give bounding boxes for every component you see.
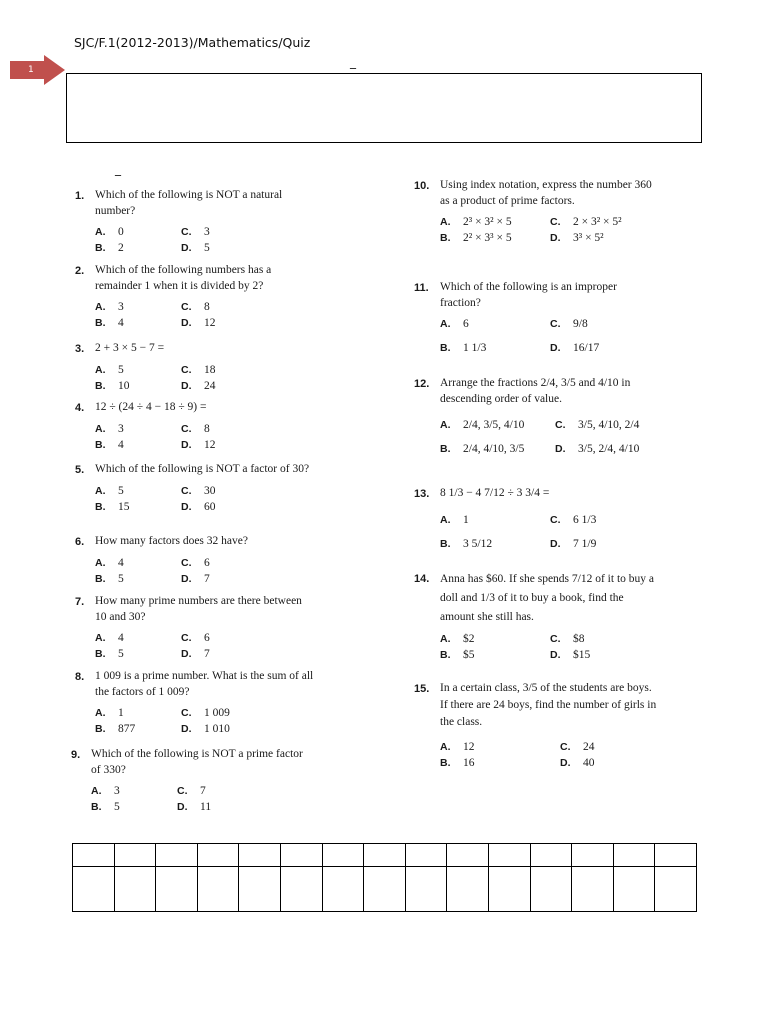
grid-answer-row [73, 867, 697, 912]
option-d: D. 16/17 [550, 342, 600, 354]
option-b: B. 15 [95, 501, 130, 513]
grid-number-row [73, 844, 697, 867]
grid-answer-cell[interactable] [405, 867, 447, 912]
option-c: C. 3 [181, 226, 210, 238]
option-c: C. 8 [181, 301, 210, 313]
question-number: 4. [75, 402, 85, 414]
option-b: B. 4 [95, 439, 124, 451]
blank-dash: _ [115, 162, 121, 176]
grid-number-cell [280, 844, 322, 867]
question-text: Arrange the fractions 2/4, 3/5 and 4/10 in descending order of value. [440, 377, 631, 405]
question-number: 6. [75, 536, 85, 548]
option-d: D. 40 [560, 757, 595, 769]
question-14 [414, 570, 659, 663]
question-2 [75, 262, 315, 331]
option-c: C. 6 [181, 632, 210, 644]
grid-number-cell [73, 844, 115, 867]
option-a: A. 5 [95, 364, 124, 376]
option-c: C. 18 [181, 364, 216, 376]
option-c: C. 7 [177, 785, 206, 797]
grid-number-cell [322, 844, 364, 867]
option-b: B. $5 [440, 649, 475, 661]
option-a: A. 2/4, 3/5, 4/10 [440, 419, 525, 431]
question-number: 14. [414, 573, 430, 585]
option-a: A. 3 [91, 785, 120, 797]
option-d: D. 7 1/9 [550, 538, 597, 550]
option-b: B. 5 [95, 648, 124, 660]
grid-answer-cell[interactable] [114, 867, 156, 912]
question-number: 9. [71, 749, 81, 761]
question-text: Which of the following is an improper fraction? [440, 281, 617, 309]
question-text: 12 ÷ (24 ÷ 4 − 18 ÷ 9) = [95, 401, 207, 413]
option-d: D. 3³ × 5² [550, 232, 604, 244]
grid-number-cell [572, 844, 614, 867]
option-b: B. 10 [95, 380, 130, 392]
student-info-box [66, 73, 702, 143]
grid-answer-cell[interactable] [530, 867, 572, 912]
question-number: 11. [414, 282, 429, 294]
question-number: 1. [75, 190, 85, 202]
grid-answer-cell[interactable] [322, 867, 364, 912]
option-d: D. 12 [181, 317, 216, 329]
option-b: B. 16 [440, 757, 475, 769]
option-a: A. 5 [95, 485, 124, 497]
question-4 [75, 399, 315, 453]
question-10 [414, 177, 654, 246]
option-a: A. 0 [95, 226, 124, 238]
question-13 [414, 485, 654, 552]
option-c: C. $8 [550, 633, 585, 645]
grid-answer-cell[interactable] [239, 867, 281, 912]
grid-number-cell [156, 844, 198, 867]
question-15 [414, 680, 659, 771]
question-12 [414, 375, 654, 457]
option-b: B. 5 [95, 573, 124, 585]
grid-number-cell [197, 844, 239, 867]
question-number: 15. [414, 683, 430, 695]
option-a: A. 1 [95, 707, 124, 719]
grid-number-cell [613, 844, 655, 867]
option-d: D. 24 [181, 380, 216, 392]
grid-number-cell [655, 844, 697, 867]
option-c: C. 3/5, 4/10, 2/4 [555, 419, 640, 431]
question-text: Which of the following numbers has a remainder 1 when it is divided by 2? [95, 264, 272, 292]
question-text: How many factors does 32 have? [95, 535, 248, 547]
question-text: Which of the following is NOT a prime factor of 330? [91, 748, 303, 776]
option-b: B. 2² × 3³ × 5 [440, 232, 512, 244]
option-b: B. 877 [95, 723, 136, 735]
question-7 [75, 593, 315, 662]
question-text: Which of the following is NOT a natural number? [95, 189, 283, 217]
grid-number-cell [114, 844, 156, 867]
question-number: 7. [75, 596, 85, 608]
question-text: Using index notation, express the number 360 as a product of prime factors. [440, 179, 652, 207]
question-text: In a certain class, 3/5 of the students are boys. If there are 24 boys, find the number of girls in the class. [440, 682, 657, 728]
option-d: D. 7 [181, 648, 210, 660]
option-a: A. 6 [440, 318, 469, 330]
grid-number-cell [239, 844, 281, 867]
question-text: Anna has $60. If she spends 7/12 of it to buy a doll and 1/3 of it to buy a book, find the amount she still has. [440, 573, 654, 623]
question-11 [414, 279, 654, 356]
option-c: C. 9/8 [550, 318, 588, 330]
option-d: D. $15 [550, 649, 591, 661]
option-c: C. 8 [181, 423, 210, 435]
option-d: D. 1 010 [181, 723, 230, 735]
option-a: A. 3 [95, 301, 124, 313]
option-b: B. 1 1/3 [440, 342, 487, 354]
question-number: 3. [75, 343, 85, 355]
grid-number-cell [364, 844, 406, 867]
option-c: C. 6 [181, 557, 210, 569]
question-text: 1 009 is a prime number. What is the sum of all the factors of 1 009? [95, 670, 314, 698]
option-a: A. $2 [440, 633, 475, 645]
grid-answer-cell[interactable] [655, 867, 697, 912]
option-d: D. 11 [177, 801, 212, 813]
option-d: D. 12 [181, 439, 216, 451]
option-c: C. 2 × 3² × 5² [550, 216, 622, 228]
grid-answer-cell[interactable] [613, 867, 655, 912]
option-d: D. 5 [181, 242, 210, 254]
option-c: C. 24 [560, 741, 595, 753]
option-a: A. 4 [95, 557, 124, 569]
question-9 [71, 746, 311, 815]
option-b: B. 4 [95, 317, 124, 329]
option-d: D. 60 [181, 501, 216, 513]
grid-answer-cell[interactable] [156, 867, 198, 912]
question-number: 2. [75, 265, 85, 277]
option-d: D. 7 [181, 573, 210, 585]
option-c: C. 30 [181, 485, 216, 497]
grid-number-cell [447, 844, 489, 867]
quiz-header-title: SJC/F.1(2012-2013)/Mathematics/Quiz [74, 35, 311, 50]
option-a: A. 2³ × 3² × 5 [440, 216, 512, 228]
blank-dash: _ [350, 55, 356, 69]
option-d: D. 3/5, 2/4, 4/10 [555, 443, 640, 455]
question-text: 2 + 3 × 5 − 7 = [95, 342, 165, 354]
question-1 [75, 187, 315, 256]
question-number: 12. [414, 378, 430, 390]
option-a: A. 4 [95, 632, 124, 644]
question-number: 13. [414, 488, 430, 500]
question-8 [75, 668, 315, 737]
grid-answer-cell[interactable] [197, 867, 239, 912]
grid-answer-cell[interactable] [73, 867, 115, 912]
grid-number-cell [488, 844, 530, 867]
option-b: B. 3 5/12 [440, 538, 493, 550]
option-c: C. 1 009 [181, 707, 230, 719]
question-text: 8 1/3 − 4 7/12 ÷ 3 3/4 = [440, 487, 550, 499]
grid-number-cell [530, 844, 572, 867]
question-5 [75, 461, 315, 515]
option-b: B. 2 [95, 242, 124, 254]
option-b: B. 2/4, 4/10, 3/5 [440, 443, 525, 455]
question-6 [75, 533, 315, 587]
answer-grid [72, 843, 697, 912]
grid-answer-cell[interactable] [447, 867, 489, 912]
question-number: 8. [75, 671, 85, 683]
grid-number-cell [405, 844, 447, 867]
option-a: A. 12 [440, 741, 475, 753]
question-text: How many prime numbers are there between 10 and 30? [95, 595, 302, 623]
grid-answer-cell[interactable] [280, 867, 322, 912]
question-number: 10. [414, 180, 430, 192]
grid-answer-cell[interactable] [364, 867, 406, 912]
option-b: B. 5 [91, 801, 120, 813]
option-a: A. 3 [95, 423, 124, 435]
question-3 [75, 340, 315, 394]
question-text: Which of the following is NOT a factor of 30? [95, 463, 310, 475]
question-number: 5. [75, 464, 85, 476]
option-c: C. 6 1/3 [550, 514, 597, 526]
page-arrow-icon [44, 55, 65, 85]
option-a: A. 1 [440, 514, 469, 526]
grid-answer-cell[interactable] [572, 867, 614, 912]
page-number-badge: 1 [10, 61, 44, 79]
grid-answer-cell[interactable] [488, 867, 530, 912]
